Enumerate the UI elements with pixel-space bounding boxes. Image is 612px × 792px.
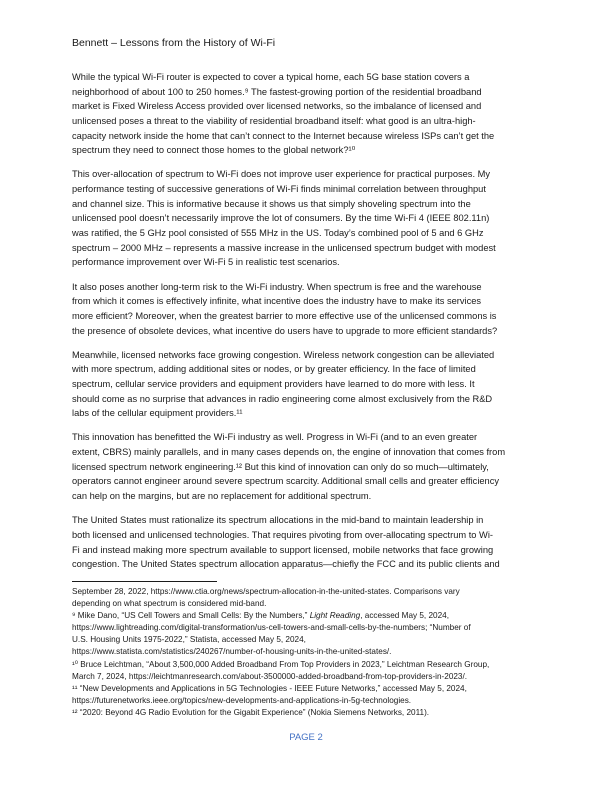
page-number: PAGE 2 bbox=[289, 732, 323, 743]
text-line: the presence of obsolete devices, what incentive do users have to upgrade to more efficient standards? bbox=[72, 325, 498, 336]
text-line: unlicensed poses a threat to the viability of residential broadband itself: what good is an ultra-high- bbox=[72, 115, 476, 126]
paragraph-4 bbox=[72, 348, 542, 421]
text-line: market is Fixed Wireless Access provided over licensed networks, so the imbalance of licensed and bbox=[72, 101, 482, 112]
text-line: capacity network inside the home that can’t connect to the Internet because wireless ISPs can’t get the bbox=[72, 130, 495, 141]
text-line: more efficient? Moreover, when the greatest barrier to more effective use of the unlicensed commons is bbox=[72, 310, 497, 321]
text-line: both licensed and unlicensed technologies. That requires pivoting from over-allocating spectrum to Wi- bbox=[72, 529, 493, 540]
text-line: This over-allocation of spectrum to Wi-Fi does not improve user experience for practical purposes. My bbox=[72, 169, 491, 180]
text-line: While the typical Wi-Fi router is expected to cover a typical home, each 5G base station covers a bbox=[72, 72, 470, 82]
paragraph-2 bbox=[72, 167, 542, 270]
text-line: performance testing of successive generations of Wi-Fi finds minimal correlation between throughput bbox=[72, 184, 486, 195]
text-line: performance improvement over Wi-Fi 5 in realistic test scenarios. bbox=[72, 257, 340, 268]
text-line: It also poses another long-term risk to the Wi-Fi industry. When spectrum is free and the warehouse bbox=[72, 281, 482, 292]
text-line: spectrum, cellular service providers and equipment providers have learned to do more with less. It bbox=[72, 378, 475, 389]
body-text bbox=[72, 70, 542, 581]
text-line: spectrum they need to connect those homes to the global network?¹⁰ bbox=[72, 145, 356, 156]
footnote-line: ¹¹ “New Developments and Applications in 5G Technologies - IEEE Future Networks,” accessed May 5, 2024, bbox=[72, 683, 467, 693]
footnote-line: ¹⁰ Bruce Leichtman, “About 3,500,000 Added Broadband From Top Providers in 2023,” Leichtman Research Group, bbox=[72, 659, 490, 669]
footnote-line: March 7, 2024, https://leichtmanresearch.com/about-3500000-added-broadband-from-top-providers-in-2023/. bbox=[72, 671, 468, 681]
text-line: was ratified, the 5 GHz pool consisted of 555 MHz in the US. Today’s combined pool of 5 and 6 GHz bbox=[72, 228, 484, 239]
text-line: extent, CBRS) mainly parallels, and in many cases depends on, the engine of innovation that comes from bbox=[72, 447, 506, 458]
text-line: with more spectrum, adding additional sites or nodes, or by greater efficiency. In the face of limited bbox=[72, 364, 476, 375]
text-line: and channel size. This is informative because it shows us that simply shoveling spectrum into the bbox=[72, 198, 471, 209]
text-line: Meanwhile, licensed networks face growing congestion. Wireless network congestion can be alleviated bbox=[72, 349, 495, 360]
text-line: spectrum – 2000 MHz – represents a massive increase in the unlicensed spectrum budget with modest bbox=[72, 242, 496, 253]
footnote-line: depending on what spectrum is considered mid-band. bbox=[72, 599, 267, 609]
footnote-separator bbox=[72, 581, 217, 582]
text-line: Fi and instead making more spectrum available to support licensed, mobile networks that face growing bbox=[72, 544, 494, 555]
paragraph-3 bbox=[72, 280, 542, 339]
text-line: licensed spectrum network engineering.¹² But this kind of innovation can only do so much—ultimately, bbox=[72, 461, 489, 472]
publication-name: Light Reading bbox=[309, 611, 361, 621]
text-line: labs of the cellular equipment providers.¹¹ bbox=[72, 408, 243, 419]
footnote-line: ⁹ Mike Dano, “US Cell Towers and Small Cells: By the Numbers,” Light Reading, accessed May 5, 2024, bbox=[72, 611, 449, 621]
footnote-line: U.S. Housing Units 1975-2022,” Statista, accessed May 5, 2024, bbox=[72, 635, 306, 645]
text-line: This innovation has benefitted the Wi-Fi industry as well. Progress in Wi-Fi (and to an even greater bbox=[72, 432, 478, 443]
text-line: The United States must rationalize its spectrum allocations in the mid-band to maintain leadership in bbox=[72, 515, 484, 526]
text-line: operators cannot engineer around severe spectrum scarcity. Additional small cells and greater efficiency bbox=[72, 476, 500, 487]
footnote-line: September 28, 2022, https://www.ctia.org/news/spectrum-allocation-in-the-united-states. Comparisons vary bbox=[72, 587, 460, 596]
footnote-line: https://www.statista.com/statistics/240267/number-of-housing-units-in-the-united-states/. bbox=[72, 647, 392, 657]
text-line: unlicensed pool doesn’t necessarily improve the lot of consumers. By the time Wi-Fi 4 (IEEE 802.11n) bbox=[72, 213, 490, 224]
text-line: can help on the margins, but are no replacement for additional spectrum. bbox=[72, 491, 372, 502]
paragraph-5 bbox=[72, 430, 542, 503]
paragraph-6 bbox=[72, 513, 542, 572]
text-line: congestion. The United States spectrum allocation apparatus—chiefly the FCC and its public clients and bbox=[72, 559, 500, 570]
text-line: from which it comes is effectively infinite, what incentive does the industry have to make its services bbox=[72, 296, 482, 307]
text-line: should come as no surprise that advances in radio engineering come almost exclusively from the R&D bbox=[72, 393, 493, 404]
footnote-line: ¹² “2020: Beyond 4G Radio Evolution for the Gigabit Experience” (Nokia Siemens Networks, 2011). bbox=[72, 707, 430, 717]
footnote-line: https://futurenetworks.ieee.org/topics/new-developments-and-applications-in-5g-technologies. bbox=[72, 695, 412, 705]
paragraph-1 bbox=[72, 70, 542, 158]
footnotes bbox=[72, 586, 542, 719]
running-header: Bennett – Lessons from the History of Wi-Fi bbox=[72, 37, 276, 49]
text-line: neighborhood of about 100 to 250 homes.⁹ The fastest-growing portion of the residential broadband bbox=[72, 86, 482, 97]
footnote-line: https://www.lightreading.com/digital-transformation/us-cell-towers-and-small-cells-by-the-numbers; “Number of bbox=[72, 623, 471, 633]
